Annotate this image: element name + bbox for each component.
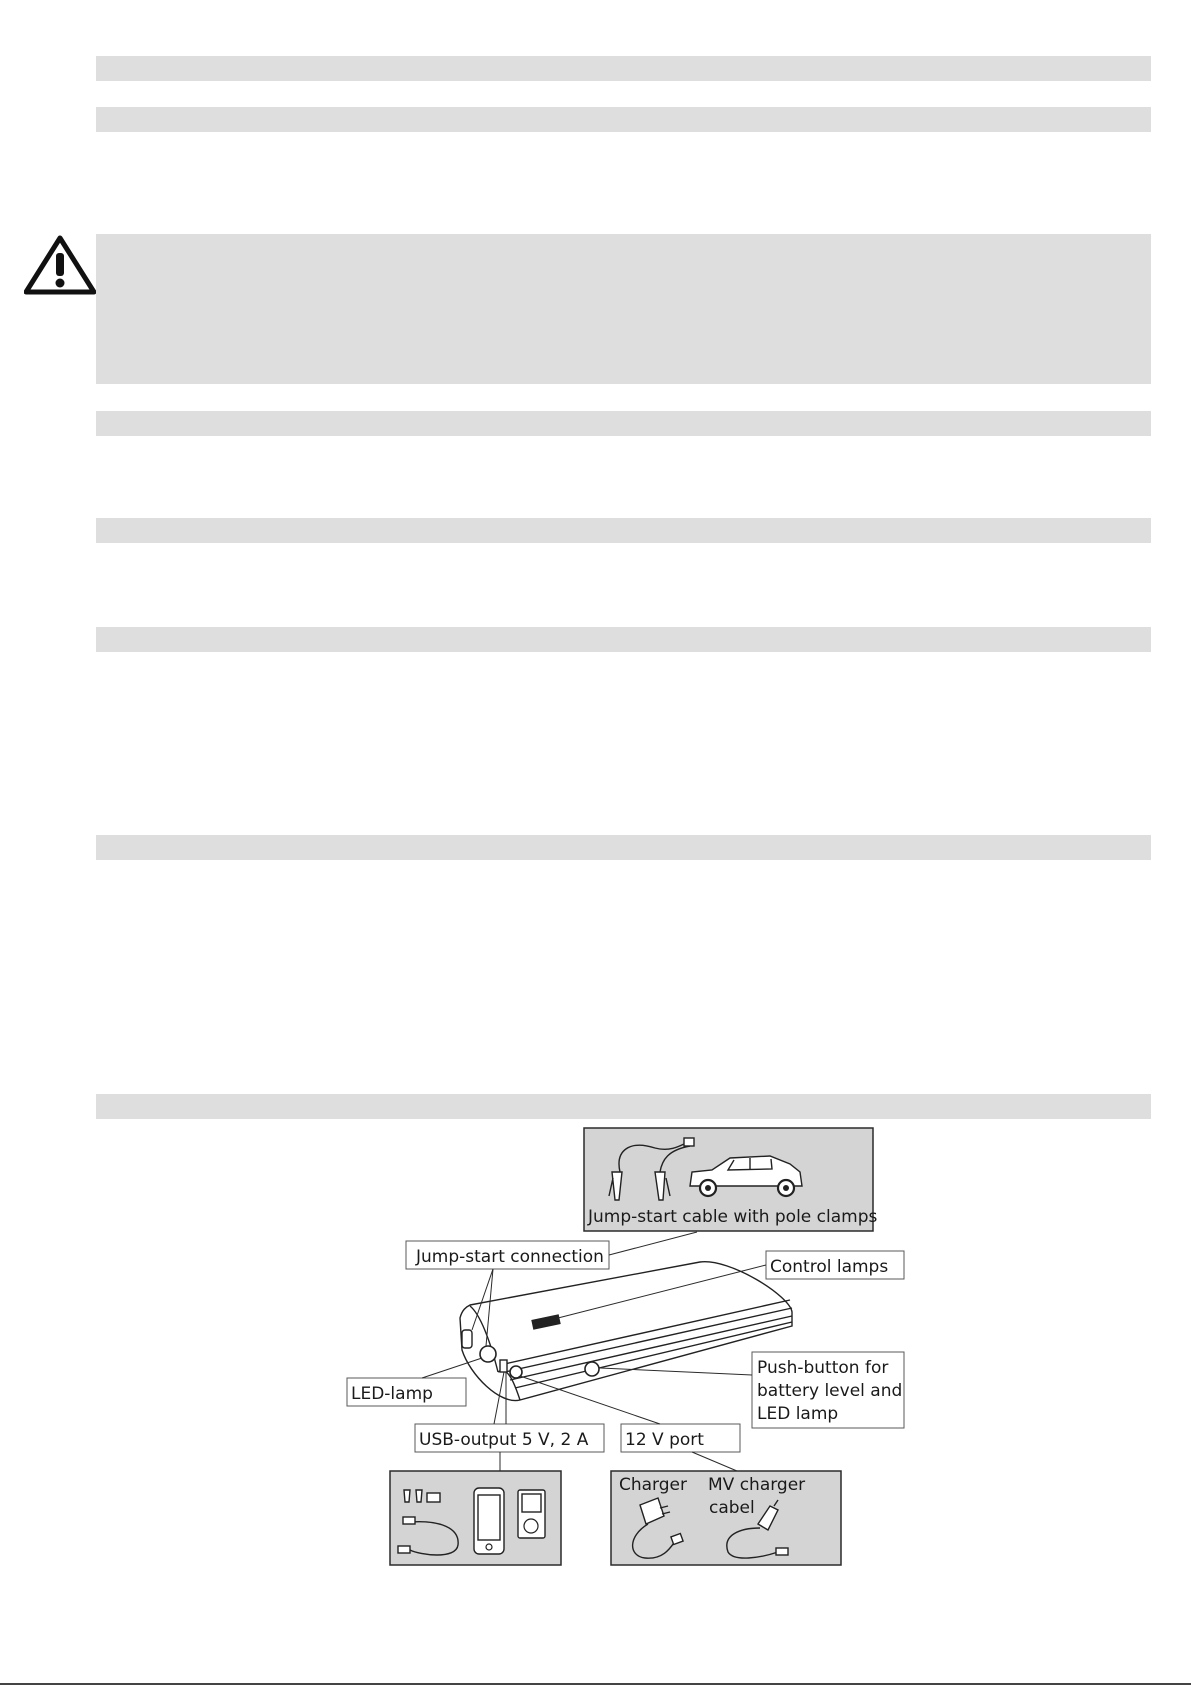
label-usb-output: USB-output 5 V, 2 A (419, 1430, 589, 1450)
usb-devices-panel (390, 1471, 561, 1565)
label-led-lamp: LED-lamp (351, 1384, 433, 1404)
label-charger: Charger (619, 1475, 687, 1495)
label-jump-start-cable: Jump-start cable with pole clamps (588, 1207, 878, 1227)
chargers-panel (611, 1471, 841, 1565)
mp3-player-icon (518, 1490, 545, 1538)
callout-led-lamp (347, 1358, 482, 1406)
jump-starter-device (460, 1262, 792, 1401)
label-12v-port: 12 V port (625, 1430, 704, 1450)
label-control-lamps: Control lamps (770, 1257, 889, 1277)
label-jump-start-connection: Jump-start connection (416, 1247, 604, 1267)
label-push-button-line3: LED lamp (757, 1404, 839, 1424)
label-push-button-line1: Push-button for (757, 1358, 889, 1378)
label-mv-charger-line2: cabel (709, 1498, 755, 1518)
push-button-icon (585, 1362, 599, 1376)
label-mv-charger-line1: MV charger (708, 1475, 806, 1495)
smartphone-icon (474, 1488, 504, 1554)
label-push-button-line2: battery level and (757, 1381, 903, 1401)
jump-start-cable-panel (584, 1128, 878, 1231)
